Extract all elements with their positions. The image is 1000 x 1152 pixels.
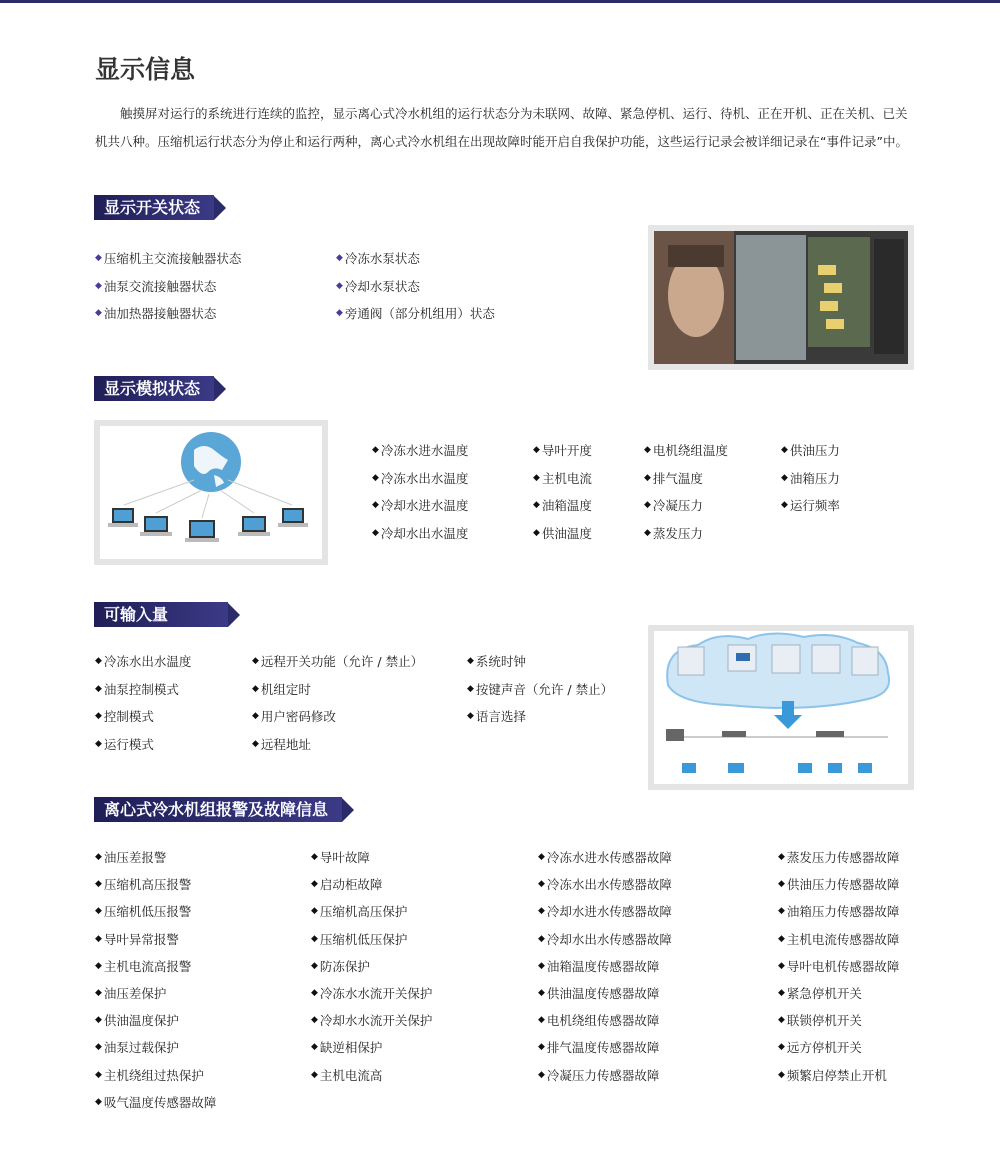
list-item-label: 主机电流高 (319, 1067, 383, 1083)
list-item-label: 冷却水水流开关保护 (319, 1013, 433, 1029)
list-item (95, 984, 166, 1002)
list-item-label: 运行频率 (789, 498, 840, 513)
list-item (95, 680, 179, 698)
list-item (538, 957, 659, 975)
list-item-label: 供油压力传感器故障 (786, 877, 900, 893)
list-item (538, 902, 672, 920)
list-item-label: 油箱温度 (541, 498, 592, 513)
list-item-label: 远方停机开关 (786, 1040, 862, 1056)
section-heading-switch-status (94, 195, 226, 220)
list-item (778, 930, 899, 948)
list-item (372, 496, 468, 514)
list-item (538, 984, 659, 1002)
list-item-label: 频繁启停禁止开机 (786, 1067, 887, 1083)
diamond-bullet-icon: ◆ (778, 960, 785, 971)
list-item (95, 277, 216, 295)
diamond-bullet-icon: ◆ (533, 472, 540, 483)
heading-arrow-icon (214, 196, 226, 220)
list-item-label: 冷冻水泵状态 (344, 251, 420, 266)
list-item (311, 1011, 432, 1029)
list-item (311, 1066, 382, 1084)
list-item-label: 油箱压力传感器故障 (786, 904, 900, 920)
list-item (95, 1066, 204, 1084)
list-item-label: 油压差报警 (103, 850, 167, 865)
list-item-label: 导叶开度 (541, 443, 592, 458)
list-item-label: 冷冻水出水温度 (103, 654, 192, 669)
list-item (644, 441, 728, 459)
list-item (311, 902, 407, 920)
diamond-bullet-icon: ◆ (778, 906, 785, 917)
list-item (778, 848, 899, 866)
list-item (644, 524, 703, 542)
diamond-bullet-icon: ◆ (372, 500, 379, 510)
list-item (778, 957, 899, 975)
diamond-bullet-icon: ◆ (467, 711, 474, 721)
diamond-bullet-icon: ◆ (538, 960, 545, 971)
list-item (311, 930, 407, 948)
list-item-label: 油泵控制模式 (103, 681, 179, 697)
diamond-bullet-icon: ◆ (95, 906, 102, 917)
list-item (778, 1038, 862, 1056)
diamond-bullet-icon: ◆ (95, 1069, 102, 1080)
diamond-bullet-icon: ◆ (538, 879, 545, 890)
diamond-bullet-icon: ◆ (95, 738, 102, 749)
diamond-bullet-icon: ◆ (372, 527, 379, 538)
diamond-bullet-icon: ◆ (538, 1015, 545, 1026)
list-item (95, 875, 191, 893)
list-item-label: 冷凝压力 (652, 498, 703, 513)
cloud-network-image (648, 625, 914, 790)
diamond-bullet-icon: ◆ (252, 738, 259, 749)
diamond-bullet-icon: ◆ (95, 933, 102, 944)
diamond-bullet-icon: ◆ (538, 906, 545, 917)
list-item (336, 249, 420, 267)
list-item (372, 441, 468, 459)
list-item-label: 冷却水出水温度 (380, 525, 469, 541)
diamond-bullet-icon: ◆ (95, 308, 102, 318)
section-heading-alarms (94, 797, 354, 822)
list-item-label: 油箱压力 (789, 470, 840, 486)
list-item (336, 277, 420, 295)
list-item (252, 652, 423, 670)
heading-arrow-icon (228, 603, 240, 627)
diamond-bullet-icon: ◆ (95, 253, 102, 263)
list-item-label: 油泵交流接触器状态 (103, 278, 217, 294)
list-item (336, 304, 495, 322)
list-item (467, 707, 526, 725)
list-item-label: 用户密码修改 (260, 709, 336, 724)
list-item-label: 导叶异常报警 (103, 931, 179, 947)
list-item-label: 启动柜故障 (319, 877, 383, 893)
diamond-bullet-icon: ◆ (95, 280, 102, 291)
diamond-bullet-icon: ◆ (311, 879, 318, 890)
diamond-bullet-icon: ◆ (644, 500, 651, 510)
list-item (95, 304, 216, 322)
list-item-label: 压缩机高压保护 (319, 904, 408, 920)
heading-arrow-icon (342, 798, 354, 822)
diamond-bullet-icon: ◆ (781, 445, 788, 455)
list-item (533, 496, 592, 514)
diamond-bullet-icon: ◆ (538, 1042, 545, 1053)
diamond-bullet-icon: ◆ (95, 852, 102, 862)
diamond-bullet-icon: ◆ (538, 933, 545, 944)
list-item-label: 远程开关功能（允许 / 禁止） (260, 654, 424, 669)
list-item-label: 电机绕组温度 (652, 443, 728, 458)
list-item (644, 496, 703, 514)
diamond-bullet-icon: ◆ (311, 960, 318, 971)
list-item (533, 441, 592, 459)
list-item-label: 主机电流高报警 (103, 958, 192, 974)
list-item (95, 848, 166, 866)
diamond-bullet-icon: ◆ (644, 445, 651, 455)
list-item (533, 524, 592, 542)
list-item (467, 652, 526, 670)
list-item (95, 1038, 179, 1056)
list-item-label: 压缩机低压报警 (103, 904, 192, 920)
list-item-label: 电机绕组传感器故障 (546, 1013, 660, 1029)
diamond-bullet-icon: ◆ (95, 988, 102, 998)
diamond-bullet-icon: ◆ (467, 683, 474, 694)
diamond-bullet-icon: ◆ (538, 1069, 545, 1080)
list-item (781, 441, 840, 459)
list-item (781, 469, 840, 487)
list-item-label: 紧急停机开关 (786, 986, 862, 1001)
list-item-label: 防冻保护 (319, 958, 370, 974)
list-item (95, 1093, 216, 1111)
intro-paragraph: 触摸屏对运行的系统进行连续的监控，显示离心式冷水机组的运行状态分为未联网、故障、紧急停机、运行、待机、正在开机、正在关机、已关机共八种。压缩机运行状态分为停止和运行两种，离心式冷水机组在出现故障时能开启自我保护功能，这些运行记录会被详细记录在“事件记录”中。 (95, 106, 908, 149)
diamond-bullet-icon: ◆ (311, 1069, 318, 1080)
diamond-bullet-icon: ◆ (336, 280, 343, 291)
diamond-bullet-icon: ◆ (778, 1015, 785, 1026)
diamond-bullet-icon: ◆ (533, 500, 540, 510)
diamond-bullet-icon: ◆ (311, 906, 318, 917)
list-item (778, 1011, 862, 1029)
list-item (95, 707, 154, 725)
list-item-label: 压缩机主交流接触器状态 (103, 251, 242, 266)
list-item (311, 875, 382, 893)
list-item-label: 机组定时 (260, 681, 311, 697)
list-item (372, 524, 468, 542)
list-item-label: 冷却水进水传感器故障 (546, 904, 672, 920)
list-item-label: 油加热器接触器状态 (103, 306, 217, 321)
list-item (372, 469, 468, 487)
diamond-bullet-icon: ◆ (95, 683, 102, 694)
list-item (644, 469, 703, 487)
list-item-label: 供油温度 (541, 525, 592, 541)
section-heading-label: 显示开关状态 (94, 195, 214, 220)
list-item-label: 运行模式 (103, 736, 154, 752)
diamond-bullet-icon: ◆ (95, 711, 102, 721)
list-item-label: 油箱温度传感器故障 (546, 958, 660, 974)
network-globe-image (94, 420, 328, 565)
section-heading-analog-status (94, 376, 226, 401)
section-heading-label: 离心式冷水机组报警及故障信息 (94, 797, 342, 822)
list-item-label: 冷却水进水温度 (380, 498, 469, 513)
list-item (311, 957, 370, 975)
touchscreen-photo (648, 225, 914, 370)
diamond-bullet-icon: ◆ (95, 1096, 102, 1107)
list-item (252, 707, 336, 725)
list-item (781, 496, 840, 514)
list-item-label: 吸气温度传感器故障 (103, 1094, 217, 1110)
diamond-bullet-icon: ◆ (538, 852, 545, 862)
diamond-bullet-icon: ◆ (533, 527, 540, 538)
list-item (311, 984, 432, 1002)
list-item-label: 供油压力 (789, 443, 840, 458)
diamond-bullet-icon: ◆ (311, 852, 318, 862)
diamond-bullet-icon: ◆ (644, 472, 651, 483)
diamond-bullet-icon: ◆ (336, 308, 343, 318)
diamond-bullet-icon: ◆ (336, 253, 343, 263)
list-item-label: 旁通阀（部分机组用）状态 (344, 306, 495, 321)
list-item-label: 压缩机低压保护 (319, 931, 408, 947)
section-heading-label: 显示模拟状态 (94, 376, 214, 401)
list-item (95, 957, 191, 975)
diamond-bullet-icon: ◆ (778, 988, 785, 998)
list-item (533, 469, 592, 487)
list-item (252, 735, 311, 753)
list-item-label: 冷凝压力传感器故障 (546, 1067, 660, 1083)
diamond-bullet-icon: ◆ (311, 988, 318, 998)
list-item-label: 冷冻水进水传感器故障 (546, 850, 672, 865)
list-item-label: 主机电流传感器故障 (786, 931, 900, 947)
diamond-bullet-icon: ◆ (95, 879, 102, 890)
list-item (538, 875, 672, 893)
list-item (95, 249, 241, 267)
diamond-bullet-icon: ◆ (95, 1015, 102, 1026)
list-item-label: 蒸发压力传感器故障 (786, 850, 900, 865)
diamond-bullet-icon: ◆ (95, 1042, 102, 1053)
list-item-label: 冷却水泵状态 (344, 278, 420, 294)
list-item-label: 排气温度传感器故障 (546, 1040, 660, 1056)
list-item-label: 压缩机高压报警 (103, 877, 192, 893)
section-heading-inputs (94, 602, 240, 627)
diamond-bullet-icon: ◆ (781, 472, 788, 483)
diamond-bullet-icon: ◆ (778, 1069, 785, 1080)
list-item-label: 供油温度传感器故障 (546, 986, 660, 1001)
list-item (311, 848, 370, 866)
diamond-bullet-icon: ◆ (95, 960, 102, 971)
list-item (95, 930, 179, 948)
section-heading-label: 可输入量 (94, 602, 228, 627)
list-item (778, 984, 862, 1002)
list-item-label: 冷冻水水流开关保护 (319, 986, 433, 1001)
list-item-label: 控制模式 (103, 709, 154, 724)
diamond-bullet-icon: ◆ (778, 852, 785, 862)
diamond-bullet-icon: ◆ (372, 472, 379, 483)
list-item (538, 930, 672, 948)
diamond-bullet-icon: ◆ (778, 879, 785, 890)
list-item (252, 680, 311, 698)
list-item (538, 1066, 659, 1084)
list-item-label: 导叶故障 (319, 850, 370, 865)
list-item-label: 联锁停机开关 (786, 1013, 862, 1029)
diamond-bullet-icon: ◆ (252, 683, 259, 694)
page-title: 显示信息 (95, 55, 196, 84)
list-item-label: 按键声音（允许 / 禁止） (475, 681, 614, 697)
diamond-bullet-icon: ◆ (467, 656, 474, 666)
list-item (778, 875, 899, 893)
list-item (778, 902, 899, 920)
diamond-bullet-icon: ◆ (95, 656, 102, 666)
list-item-label: 供油温度保护 (103, 1013, 179, 1029)
diamond-bullet-icon: ◆ (778, 1042, 785, 1053)
list-item (311, 1038, 382, 1056)
list-item-label: 远程地址 (260, 736, 311, 752)
list-item-label: 导叶电机传感器故障 (786, 958, 900, 974)
list-item (95, 652, 191, 670)
list-item (95, 735, 154, 753)
list-item-label: 缺逆相保护 (319, 1040, 383, 1056)
diamond-bullet-icon: ◆ (372, 445, 379, 455)
list-item-label: 冷冻水进水温度 (380, 443, 469, 458)
top-border (0, 0, 1000, 3)
list-item-label: 冷冻水出水温度 (380, 470, 469, 486)
diamond-bullet-icon: ◆ (252, 656, 259, 666)
list-item (538, 1038, 659, 1056)
diamond-bullet-icon: ◆ (533, 445, 540, 455)
list-item-label: 蒸发压力 (652, 525, 703, 541)
list-item-label: 冷冻水出水传感器故障 (546, 877, 672, 893)
list-item-label: 系统时钟 (475, 654, 526, 669)
list-item-label: 油泵过载保护 (103, 1040, 179, 1056)
list-item (778, 1066, 887, 1084)
list-item (95, 1011, 179, 1029)
list-item-label: 语言选择 (475, 709, 526, 724)
list-item (467, 680, 613, 698)
diamond-bullet-icon: ◆ (538, 988, 545, 998)
list-item (95, 902, 191, 920)
list-item-label: 冷却水出水传感器故障 (546, 931, 672, 947)
diamond-bullet-icon: ◆ (311, 1042, 318, 1053)
diamond-bullet-icon: ◆ (644, 527, 651, 538)
diamond-bullet-icon: ◆ (311, 1015, 318, 1026)
list-item-label: 排气温度 (652, 470, 703, 486)
diamond-bullet-icon: ◆ (778, 933, 785, 944)
diamond-bullet-icon: ◆ (311, 933, 318, 944)
list-item (538, 848, 672, 866)
diamond-bullet-icon: ◆ (781, 500, 788, 510)
list-item-label: 主机绕组过热保护 (103, 1067, 204, 1083)
list-item (538, 1011, 659, 1029)
diamond-bullet-icon: ◆ (252, 711, 259, 721)
list-item-label: 主机电流 (541, 470, 592, 486)
list-item-label: 油压差保护 (103, 986, 167, 1001)
heading-arrow-icon (214, 377, 226, 401)
